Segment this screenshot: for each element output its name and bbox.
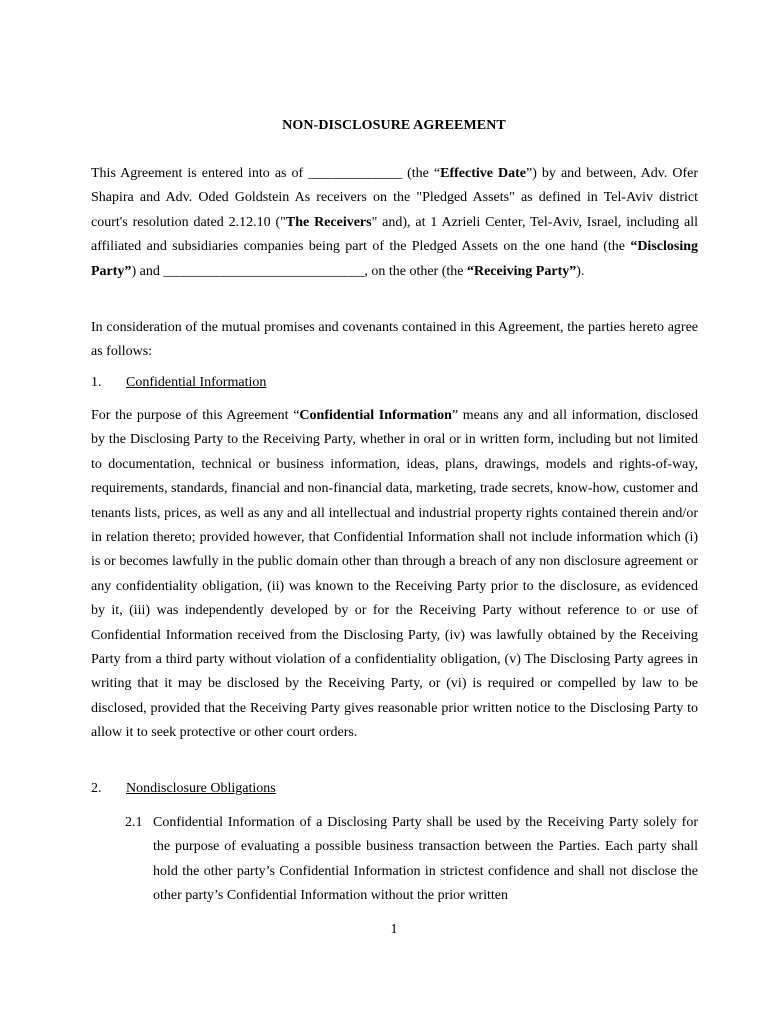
disclosing-party-term: “Disclosing Party” — [91, 239, 698, 279]
intro-text: , on the other (the — [364, 263, 467, 279]
intro-text: ) and — [131, 263, 164, 279]
intro-paragraph — [91, 162, 698, 284]
confidential-information-term: Confidential Information — [299, 408, 452, 423]
intro-text: " and), at 1 Azrieli Center, Tel-Aviv, Israel, including all affiliated and subsidiaries companies being part of the Pledged Assets on the one hand (the — [91, 214, 698, 255]
receiving-party-term: “Receiving Party” — [466, 263, 577, 279]
date-blank: ______________ — [308, 166, 403, 181]
effective-date-term: Effective Date — [440, 166, 526, 181]
section-number: 1. — [91, 375, 102, 390]
section-1-text: ” means any and all information, disclosed by the Disclosing Party to the Receiving Party, whether in oral or in written form, including but not limited to documentation, technical or business information, ideas, plans, drawings, models and rights-of-way, requirements, standards, financial and non-financial data, marketing, trade secrets, know-how, customer and tenants lists, prices, as well as any and all intellectual and industrial property rights contained therein and/or in relation thereto; provided however, that Confidential Information shall not include information which (i) is or becomes lawfully in the public domain other than through a breach of any non disclosure agreement or any confidentiality obligation, (ii) was known to the Receiving Party prior to the disclosure, as evidenced by it, (iii) was independently developed by or for the Receiving Party without reference to or use of Confidential Information received from the Disclosing Party, (iv) was lawfully obtained by the Receiving Party from a third party without violation of a confidentiality obligation, (v) The Disclosing Party agrees in writing that it may be disclosed by the Receiving Party, or (vi) is required or compelled by law to be disclosed, provided that the Receiving Party gives reasonable prior written notice to the Disclosing Party to allow it to seek protective or other court orders. — [91, 408, 699, 741]
page-number: 1 — [390, 922, 398, 937]
intro-text: ”) by and between, Adv. Ofer Shapira and Adv. Oded Goldstein As receivers on the "Pledged Assets" as defined in Tel-Aviv district court's resolution dated 2.12.10 (" — [91, 166, 699, 230]
subsection-2-1 — [125, 811, 698, 909]
intro-text: (the “ — [402, 166, 441, 181]
intro-text: This Agreement is entered into as of — [91, 166, 309, 181]
section-1-paragraph — [91, 404, 698, 746]
consideration-paragraph: In consideration of the mutual promises and covenants contained in this Agreement, the parties hereto agree as follows: — [91, 320, 698, 360]
subsection-number: 2.1 — [125, 815, 143, 830]
section-title: Nondisclosure Obligations — [126, 781, 276, 796]
receiving-party-blank: ______________________________ — [163, 263, 365, 279]
section-1-text: For the purpose of this Agreement “ — [91, 408, 300, 423]
subsection-text: Confidential Information of a Disclosing Party shall be used by the Receiving Party solely for the purpose of evaluating a possible business transaction between the Parties. Each party shall hold the other party’s Confidential Information in strictest confidence and shall not disclose the other party’s Confidential Information without the prior written — [153, 815, 698, 904]
section-2-heading — [91, 779, 276, 799]
intro-text: ). — [576, 263, 585, 279]
document-title: NON-DISCLOSURE AGREEMENT — [282, 118, 506, 133]
section-1-heading — [91, 373, 266, 393]
section-number: 2. — [91, 781, 102, 796]
receivers-term: The Receivers — [285, 214, 372, 230]
section-title: Confidential Information — [126, 375, 267, 390]
